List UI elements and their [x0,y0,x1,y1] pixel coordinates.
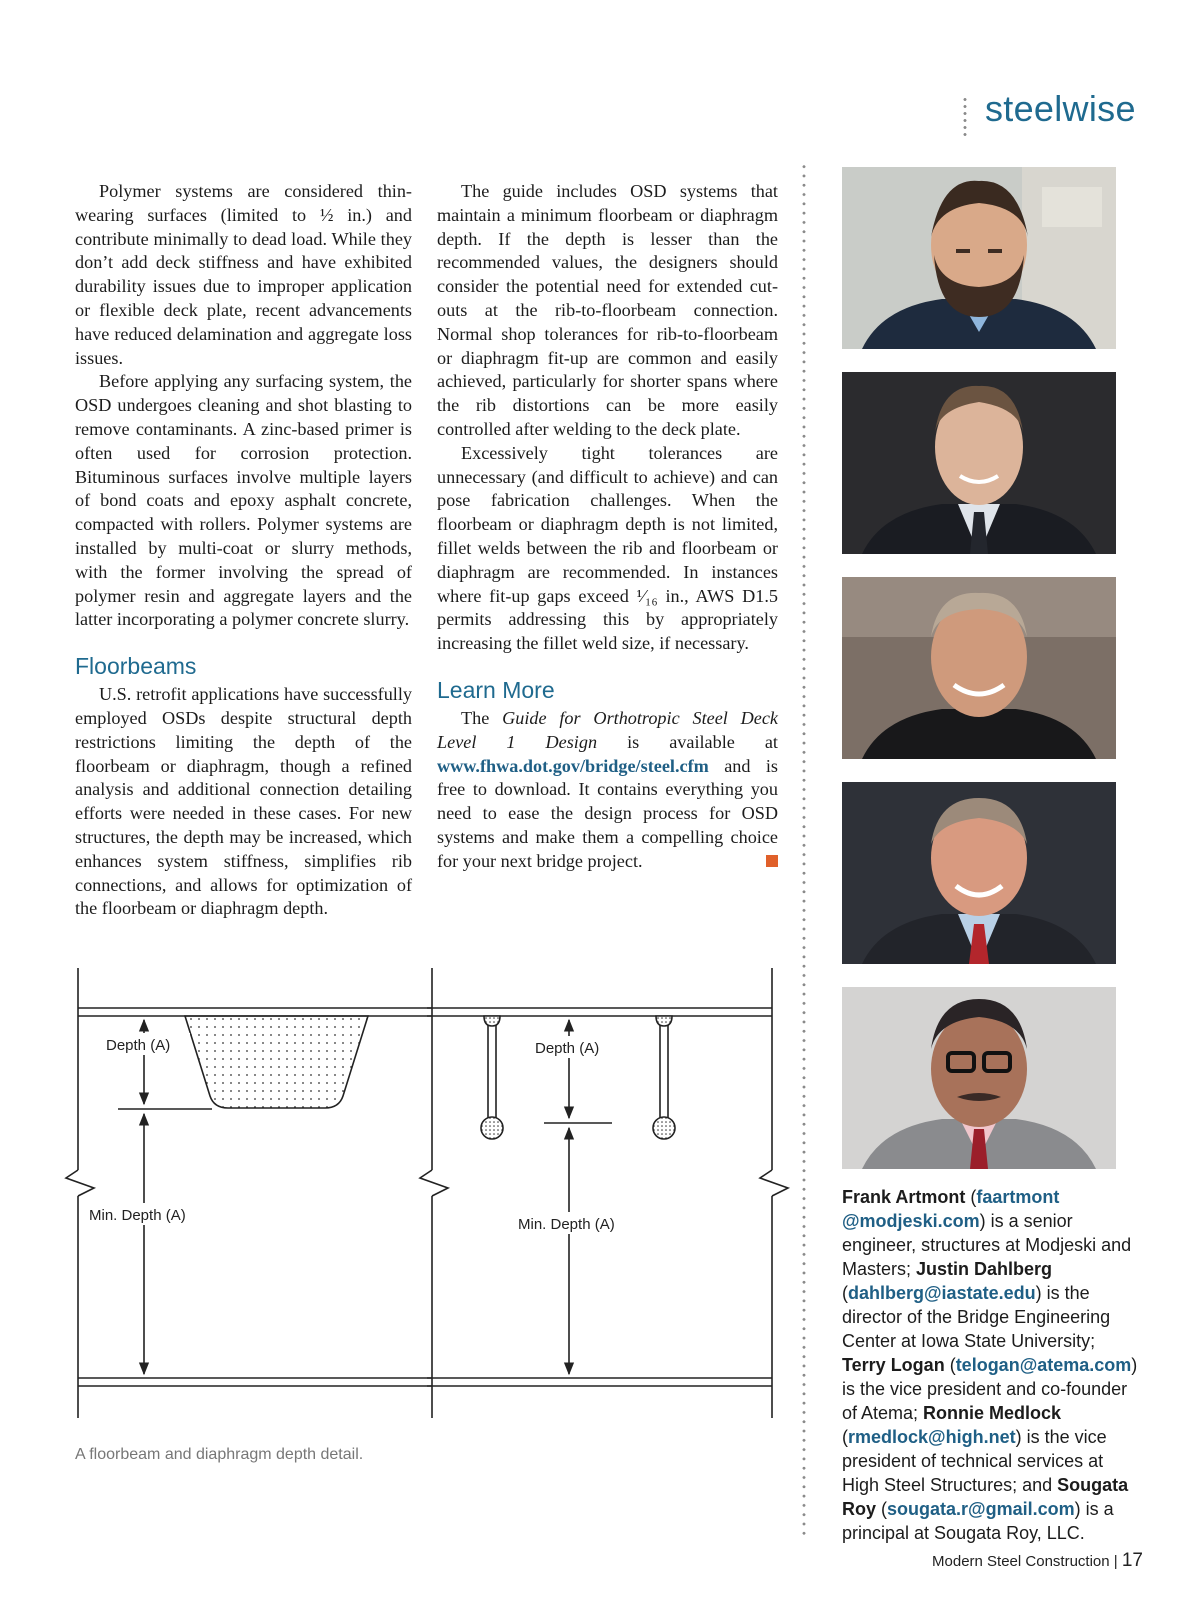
paragraph [437,707,778,874]
section-tag: steelwise [985,88,1136,129]
paragraph: Polymer systems are considered thin-wearing surfaces (limited to ½ in.) and contribute minimally to dead load. While they don’t add deck stiffness and have exhibited durability issues due to improper application or flexible deck plate, recent advancements have reduced delamination and aggregate loss issues. [75,181,412,368]
end-mark [766,855,778,867]
author-email[interactable]: sougata.r@gmail.com [887,1499,1075,1519]
depth-diagram [60,968,800,1438]
author-photo-logan [842,577,1116,759]
author-bio: Frank Artmont (faartmont @modjeski.com) is a senior engineer, structures at Modjeski and Masters; Justin Dahlberg (dahlberg@iastate.edu) is the director of the Bridge Engineering Center at Iowa State University; Terry Logan (telogan@atema.com) is the vice president and co-founder of Atema; Ronnie Medlock (rmedlock@high.net) is the vice president of technical services at High Steel Structures; and Sougata Roy (sougata.r@gmail.com) is a principal at Sougata Roy, LLC. [842,1187,1138,1543]
bio-text: ) is a principal at Sougata Roy, LLC. [842,1499,1114,1543]
section-dots [963,96,967,136]
author-name: Terry Logan [842,1355,945,1375]
right-depth-label: Depth (A) [535,1040,600,1057]
paragraph: Before applying any surfacing system, the OSD undergoes cleaning and shot blasting to remove contaminants. A zinc-based primer is often used for corrosion protection. Bituminous surfaces involve multiple layers of bond coats and epoxy asphalt concrete, compacted with rollers. Polymer systems are installed by multi-coat or slurry methods, with the former involving the spread of polymer resin and aggregate layers and the latter incorporating a polymer concrete slurry. [75,371,412,630]
author-photo-artmont [842,167,1116,349]
left-column [75,180,412,921]
guide-title: Guide for Orthotropic Steel Deck Level 1 Design [437,707,778,752]
paragraph: U.S. retrofit applications have successfully employed OSDs despite structural depth restrictions limiting the depth of the floorbeam or diaphragm, though a refined analysis and additional connection detailing efforts were needed in these cases. For new structures, the depth may be increased, which enhances system stiffness, simplifies rib connections, and allows for optimization of the floorbeam or diaphragm depth. [75,684,412,919]
right-min-depth-label: Min. Depth (A) [518,1216,615,1233]
text-run: The [461,707,503,728]
magazine-name: Modern Steel Construction [932,1553,1110,1570]
author-name: Ronnie Medlock [923,1403,1062,1423]
author-name: Sougata Roy [842,1475,1129,1519]
footer-separator: | [1113,1553,1118,1570]
author-email[interactable]: dahlberg@iastate.edu [848,1283,1036,1303]
author-email[interactable]: rmedlock@high.net [848,1427,1016,1447]
bio-text: ) is the director of the Bridge Engineering Center at Iowa State University; [842,1283,1111,1351]
page-footer [932,1550,1143,1572]
author-name: Frank Artmont [842,1187,966,1207]
bio-text: ) is a senior engineer, structures at Modjeski and Masters; [842,1211,1132,1279]
figure-caption: A floorbeam and diaphragm depth detail. [75,1446,364,1463]
author-photo-medlock [842,782,1116,964]
author-email[interactable]: faartmont @modjeski.com [842,1187,1060,1231]
author-photo-roy [842,987,1116,1169]
middle-column [437,180,778,874]
left-depth-label: Depth (A) [106,1037,171,1054]
left-min-depth-label: Min. Depth (A) [89,1207,186,1224]
column-divider [802,162,806,1540]
bio-text: ) is the vice president and co-founder of Atema; [842,1355,1138,1423]
diaphragm-detail [427,968,788,1418]
fhwa-link[interactable]: www.fhwa.dot.gov/bridge/steel.cfm [437,755,709,776]
page-number: 17 [1121,1550,1143,1571]
learn-more-heading: Learn More [437,676,555,703]
author-email[interactable]: telogan@atema.com [955,1355,1132,1375]
author-photo-dahlberg [842,372,1116,554]
floorbeams-heading: Floorbeams [75,653,197,680]
text-run: is available at [597,731,778,752]
author-name: Justin Dahlberg [916,1259,1053,1279]
text-run: and is free to download. It contains everything you need to ease the design process for OSD systems and make them a compelling choice for your next bridge project. [437,755,778,871]
paragraph: Excessively tight tolerances are unnecessary (and difficult to achieve) and can pose fabrication challenges. When the floorbeam or diaphragm depth is not limited, fillet welds between the rib and floorbeam or diaphragm are recommended. In instances where fit-up gaps exceed ¹⁄₁₆ in., AWS D1.5 permits addressing this by appropriately increasing the fillet weld size, if necessary. [437,442,778,654]
bio-text: ) is the vice president of technical services at High Steel Structures; and [842,1427,1107,1495]
paragraph: The guide includes OSD systems that maintain a minimum floorbeam or diaphragm depth. If the depth is lesser than the recommended values, the designers should consider the potential need for extended cut-outs at the rib-to-floorbeam connection. Normal shop tolerances for rib-to-floorbeam or diaphragm fit-up are common and easily achieved, particularly for shorter spans where the rib distortions can be more easily controlled after welding to the deck plate. [437,181,778,439]
